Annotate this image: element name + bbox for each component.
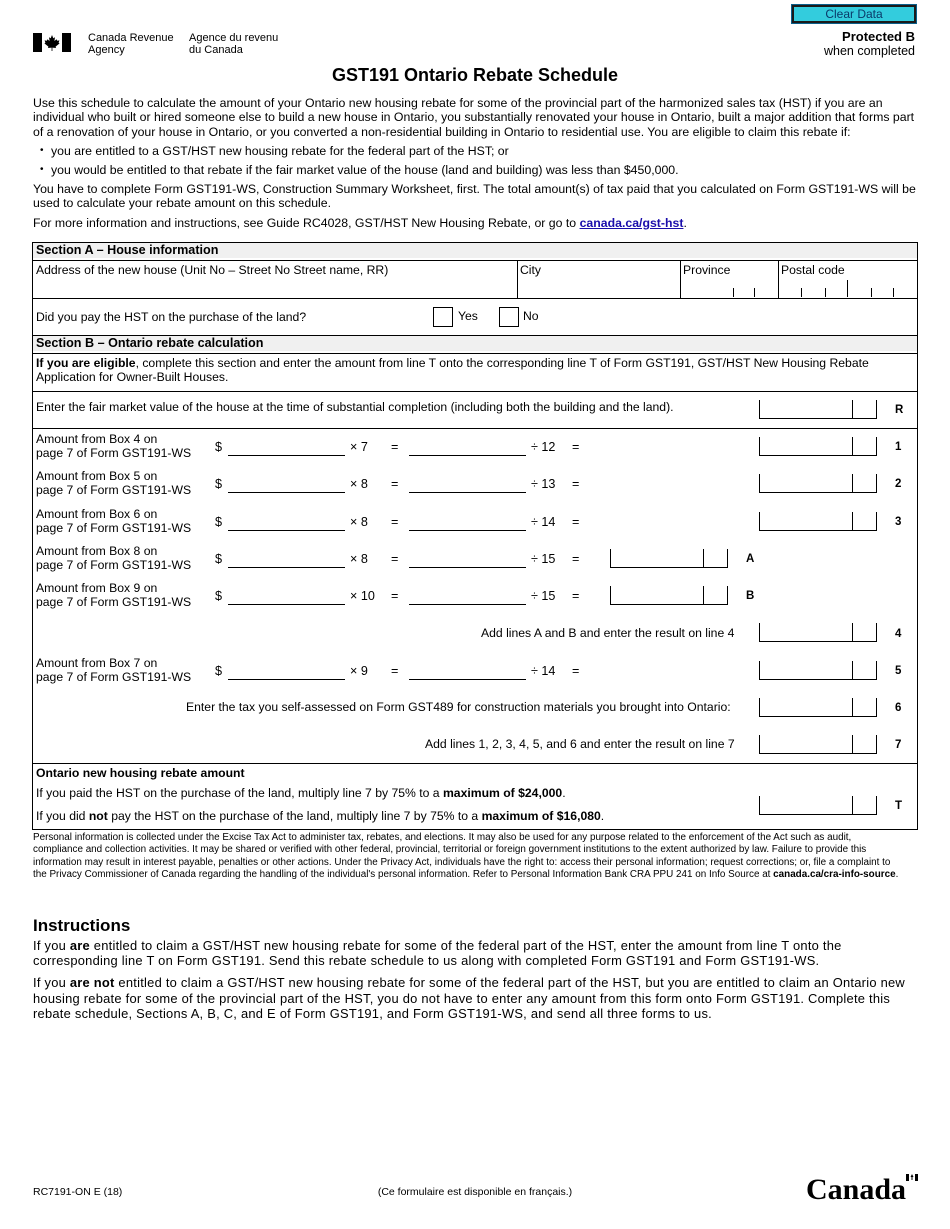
line-4-label: 4 — [895, 628, 902, 640]
equals-sign: = — [391, 664, 399, 678]
privacy-notice: Personal information is collected under the Excise Tax Act to administer tax, rebates, and elections. It may also be used for any purpose related to the enforcement of the Act such as audit, compliance and collection activities. It may be shared or verified with other federal, provincial, territorial or foreign government institutions to the extent authorized by law. Failure to provide this information may result in interest payable, penalties or other actions. Under the Privacy Act, individuals have the right to: access their personal information; request corrections; or, file a complaint to the Privacy Commissioner of Canada regarding the handling of the individual's personal information. Refer to Personal Information Bank CRA PPU 241 on Info Source at canada.ca/cra-info-source. — [33, 832, 899, 880]
dollar-sign: $ — [215, 552, 223, 566]
instructions-title: Instructions — [33, 916, 131, 935]
row-1-product-input[interactable] — [409, 455, 526, 456]
rebate-notpaid-instruction: If you did not pay the HST on the purchase of the land, multiply line 7 by 75% to a maximum of $16,080. — [36, 809, 605, 823]
intro-paragraph-1: Use this schedule to calculate the amount of your Ontario new housing rebate for some of the provincial part of the harmonized sales tax (HST) if you are an individual who built or hired someone else to build a new house in Ontario, you substantially renovated your house in Ontario, built a major addition that forms part of a renovation of your house in Ontario, or you converted a non-residential building in Ontario to residential use. You are eligible to claim this rebate if: — [33, 96, 915, 139]
row-1-amount-input[interactable] — [228, 455, 345, 456]
no-label: No — [523, 309, 539, 323]
row-2-multiplier: × 8 — [350, 477, 368, 491]
line-7-label: 7 — [895, 739, 902, 751]
postal-code-input[interactable] — [779, 279, 917, 298]
equals-sign: = — [572, 589, 580, 603]
canada-wordmark-logo — [806, 1172, 918, 1202]
row-b-product-input[interactable] — [409, 604, 526, 605]
instructions-text — [33, 938, 918, 1028]
equals-sign: = — [391, 552, 399, 566]
line-5-input[interactable] — [759, 661, 877, 680]
row-a-divisor: ÷ 15 — [531, 552, 556, 566]
land-hst-question: Did you pay the HST on the purchase of the land? — [36, 310, 307, 324]
row-1-multiplier: × 7 — [350, 440, 368, 454]
line-a-input[interactable] — [610, 549, 728, 568]
dollar-sign: $ — [215, 477, 223, 491]
equals-sign: = — [391, 515, 399, 529]
row-5-divisor: ÷ 14 — [531, 664, 556, 678]
row-5-label: Amount from Box 7 on page 7 of Form GST191-WS — [36, 656, 192, 684]
line-4-input[interactable] — [759, 623, 877, 642]
row-b-divisor: ÷ 15 — [531, 589, 556, 603]
line-2-input[interactable] — [759, 474, 877, 493]
line-1-label: 1 — [895, 441, 902, 453]
fmv-label: Enter the fair market value of the house at the time of substantial completion (including both the building and the land). — [36, 400, 674, 414]
line-6-input[interactable] — [759, 698, 877, 717]
intro-paragraph-2: You have to complete Form GST191-WS, Construction Summary Worksheet, first. The total amount(s) of tax paid that you calculated on Form GST191-WS will be used to calculate your rebate amount on this schedule. — [33, 182, 916, 211]
no-checkbox[interactable] — [499, 307, 519, 327]
line-t-input[interactable] — [759, 796, 877, 815]
line-a-label: A — [746, 553, 755, 565]
row-1-divisor: ÷ 12 — [531, 440, 556, 454]
province-label: Province — [683, 263, 731, 277]
gst-hst-link[interactable]: canada.ca/gst-hst — [579, 215, 684, 230]
fmv-input[interactable] — [759, 400, 877, 419]
row-3-product-input[interactable] — [409, 530, 526, 531]
row-2-divisor: ÷ 13 — [531, 477, 556, 491]
line-b-label: B — [746, 590, 755, 602]
canada-wordmark-text: Canada — [806, 1173, 907, 1202]
line-4-instruction: Add lines A and B and enter the result on line 4 — [481, 626, 735, 640]
row-3-amount-input[interactable] — [228, 530, 345, 531]
postal-code-label: Postal code — [781, 263, 845, 277]
protected-b-label: Protected B when completed — [823, 29, 915, 58]
line-1-input[interactable] — [759, 437, 877, 456]
row-b-amount-input[interactable] — [228, 604, 345, 605]
intro-paragraph-3: For more information and instructions, see Guide RC4028, GST/HST New Housing Rebate, or go to canada.ca/gst-hst. — [33, 215, 687, 230]
row-3-divisor: ÷ 14 — [531, 515, 556, 529]
rebate-amount-title: Ontario new housing rebate amount — [36, 766, 245, 780]
row-3-multiplier: × 8 — [350, 515, 368, 529]
clear-data-button[interactable]: Clear Data — [792, 5, 916, 23]
yes-label: Yes — [458, 309, 478, 323]
line-6-label: 6 — [895, 702, 902, 714]
line-6-instruction: Enter the tax you self-assessed on Form GST489 for construction materials you brought into Ontario: — [186, 700, 731, 714]
canada-flag-icon — [33, 33, 71, 52]
section-b-header: Section B – Ontario rebate calculation — [33, 336, 917, 351]
intro-bullet-2: • you would be entitled to that rebate if the fair market value of the house (land and building) was less than $450,000. — [51, 163, 918, 177]
equals-sign: = — [572, 664, 580, 678]
french-availability-note: (Ce formulaire est disponible en français.) — [377, 1186, 573, 1198]
row-2-amount-input[interactable] — [228, 492, 345, 493]
intro-bullet-1: • you are entitled to a GST/HST new housing rebate for the federal part of the HST; or — [51, 144, 918, 158]
yes-checkbox[interactable] — [433, 307, 453, 327]
rebate-paid-instruction: If you paid the HST on the purchase of the land, multiply line 7 by 75% to a maximum of $24,000. — [36, 786, 566, 800]
instructions-paragraph-1: If you are entitled to claim a GST/HST new housing rebate for some of the federal part of the HST, enter the amount from line T onto the corresponding line T on Form GST191. Send this rebate schedule to us along with completed Form GST191 and Form GST191-WS. — [33, 938, 842, 969]
equals-sign: = — [391, 440, 399, 454]
address-label: Address of the new house (Unit No – Street No Street name, RR) — [36, 263, 389, 277]
line-7-instruction: Add lines 1, 2, 3, 4, 5, and 6 and enter the result on line 7 — [425, 737, 735, 751]
row-a-product-input[interactable] — [409, 567, 526, 568]
equals-sign: = — [572, 477, 580, 491]
rebate-form — [32, 242, 918, 830]
intro-text — [33, 96, 918, 235]
row-3-label: Amount from Box 6 on page 7 of Form GST191-WS — [36, 507, 192, 535]
eligible-instructions: If you are eligible, complete this section and enter the amount from line T onto the corresponding line T of Form GST191, GST/HST New Housing Rebate Application for Owner-Built Houses. — [36, 356, 869, 384]
line-r-label: R — [895, 404, 904, 416]
dollar-sign: $ — [215, 589, 223, 603]
row-5-amount-input[interactable] — [228, 679, 345, 680]
row-a-label: Amount from Box 8 on page 7 of Form GST191-WS — [36, 544, 192, 572]
line-7-input[interactable] — [759, 735, 877, 754]
form-code: RC7191-ON E (18) — [33, 1186, 123, 1198]
dollar-sign: $ — [215, 440, 223, 454]
line-3-input[interactable] — [759, 512, 877, 531]
city-label: City — [520, 263, 541, 277]
line-b-input[interactable] — [610, 586, 728, 605]
agency-name-fr: Agence du revenu du Canada — [189, 32, 279, 56]
equals-sign: = — [572, 440, 580, 454]
line-5-label: 5 — [895, 665, 902, 677]
row-1-label: Amount from Box 4 on page 7 of Form GST191-WS — [36, 432, 192, 460]
row-5-multiplier: × 9 — [350, 664, 368, 678]
province-input[interactable] — [681, 279, 777, 298]
line-2-label: 2 — [895, 478, 902, 490]
equals-sign: = — [391, 477, 399, 491]
row-a-multiplier: × 8 — [350, 552, 368, 566]
line-3-label: 3 — [895, 516, 902, 528]
dollar-sign: $ — [215, 664, 223, 678]
page-title: GST191 Ontario Rebate Schedule — [331, 65, 619, 85]
dollar-sign: $ — [215, 515, 223, 529]
row-b-multiplier: × 10 — [350, 589, 375, 603]
row-2-product-input[interactable] — [409, 492, 526, 493]
row-a-amount-input[interactable] — [228, 567, 345, 568]
line-t-label: T — [895, 800, 903, 812]
row-5-product-input[interactable] — [409, 679, 526, 680]
equals-sign: = — [572, 552, 580, 566]
agency-name-en: Canada Revenue Agency — [88, 32, 174, 56]
city-input[interactable] — [518, 279, 680, 298]
section-a-header: Section A – House information — [33, 243, 917, 258]
row-2-label: Amount from Box 5 on page 7 of Form GST191-WS — [36, 469, 192, 497]
address-input[interactable] — [33, 279, 517, 298]
instructions-paragraph-2: If you are not entitled to claim a GST/HST new housing rebate for some of the federal part of the HST, but you are entitled to claim an Ontario new housing rebate for some of the provincial part of the HST, you do not have to enter any amount from this form onto Form GST191. Complete this rebate schedule, Sections A, B, C, and E of Form GST191, and Form GST191-WS, and send all three forms to us. — [33, 975, 905, 1021]
cra-info-source-link[interactable]: canada.ca/cra-info-source — [773, 868, 896, 880]
equals-sign: = — [572, 515, 580, 529]
row-b-label: Amount from Box 9 on page 7 of Form GST191-WS — [36, 581, 192, 609]
equals-sign: = — [391, 589, 399, 603]
